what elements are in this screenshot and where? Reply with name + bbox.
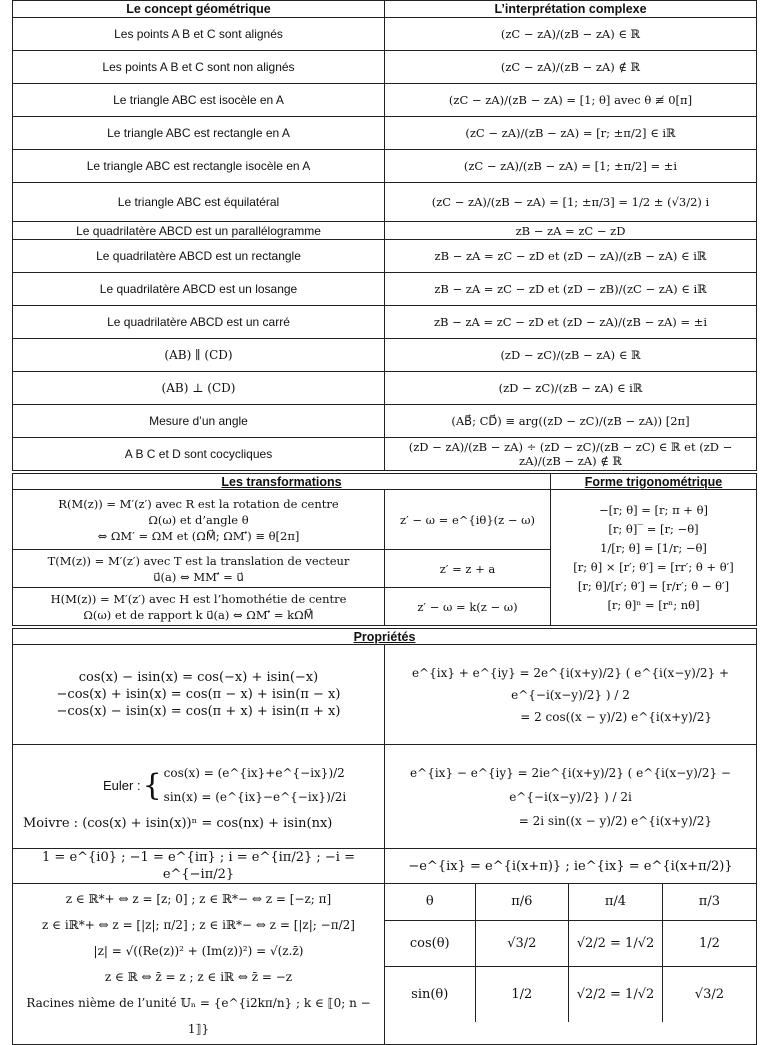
properties-table xyxy=(12,628,757,1045)
table-row xyxy=(13,117,757,150)
euler-block xyxy=(23,761,380,809)
row-concept: Le quadrilatère ABCD est un parallélogramme xyxy=(13,222,385,240)
row-formula: (zC − zA)/(zB − zA) ∈ ℝ xyxy=(385,18,757,51)
rotation-formula: z′ − ω = e^{iθ}(z − ω) xyxy=(385,490,551,550)
row-formula: (zD − zA)/(zB − zA) ÷ (zD − zC)/(zB − zC) ∈ ℝ et (zD − zA)/(zB − zA) ∉ ℝ xyxy=(385,438,757,471)
euler-formulas xyxy=(164,761,347,809)
euler-moivre xyxy=(13,745,385,849)
properties-header-row xyxy=(13,629,757,645)
cos-line: −cos(x) + isin(x) = cos(π − x) + isin(π − x) xyxy=(56,687,341,702)
sin-value: √2/2 = 1/√2 xyxy=(569,966,663,1022)
row-formula: (zC − zA)/(zB − zA) = [1; ±π/3] = 1/2 ± (√3/2) i xyxy=(385,183,757,222)
sin-label: sin(θ) xyxy=(385,966,475,1022)
table-row xyxy=(13,183,757,222)
cos-value: √2/2 = 1/√2 xyxy=(569,920,663,966)
cos-label: cos(θ) xyxy=(385,920,475,966)
row-concept: Le triangle ABC est isocèle en A xyxy=(13,84,385,117)
formula-sheet xyxy=(12,0,756,1036)
trig-form-title: Forme trigonométrique xyxy=(551,474,757,490)
sin-value: 1/2 xyxy=(475,966,569,1022)
left-line: z ∈ ℝ*+ ⇔ z = [z; 0] ; z ∈ ℝ*− ⇔ z = [−z; π] xyxy=(65,892,332,906)
row-concept: Les points A B et C sont non alignés xyxy=(13,51,385,84)
table-row xyxy=(13,84,757,117)
euler-label: Euler : xyxy=(103,777,141,793)
properties-row xyxy=(13,645,757,745)
desc-line: Ω(ω) et d’angle θ xyxy=(148,512,249,527)
cos-line: cos(x) − isin(x) = cos(−x) + isin(−x) xyxy=(78,670,319,685)
row-formula: zB − zA = zC − zD et (zD − zA)/(zB − zA) ∈ iℝ xyxy=(385,240,757,273)
desc-line: ⇔ ΩM′ = ΩM et (ΩM⃗; ΩM′⃗) ≡ θ[2π] xyxy=(97,528,300,543)
properties-row xyxy=(13,849,757,884)
table-row xyxy=(13,273,757,306)
table-row xyxy=(13,339,757,372)
row-concept: Le quadrilatère ABCD est un losange xyxy=(13,273,385,306)
header-right: L’interprétation complexe xyxy=(385,1,757,18)
brace-icon: { xyxy=(142,767,162,803)
trig-line: [r; θ]‾ = [r; −θ] xyxy=(608,521,699,536)
row-concept: Le quadrilatère ABCD est un carré xyxy=(13,306,385,339)
row-formula: zB − zA = zC − zD et (zD − zA)/(zB − zA) = ±i xyxy=(385,306,757,339)
cos-value: √3/2 xyxy=(475,920,569,966)
desc-line: u⃗(a) ⇔ MM′⃗ = u⃗ xyxy=(153,569,244,584)
sum-line-2: = 2 cos((x − y)/2) e^{i(x+y)/2} xyxy=(520,709,712,724)
table-row xyxy=(13,222,757,240)
trig-line: [r; θ]/[r′; θ′] = [r/r′; θ − θ′] xyxy=(577,578,730,593)
table-row xyxy=(13,18,757,51)
properties-row xyxy=(13,745,757,849)
table-row xyxy=(13,405,757,438)
desc-line: H(M(z)) = M′(z′) avec H est l’homothétie de centre xyxy=(50,591,347,606)
left-line: z ∈ ℝ ⇔ z̄ = z ; z ∈ iℝ ⇔ z̄ = −z xyxy=(104,970,293,984)
trig-header-row xyxy=(385,884,756,920)
transformations-header-row xyxy=(13,474,757,490)
homothety-desc xyxy=(13,588,385,626)
table-row xyxy=(13,372,757,405)
trig-values-cell xyxy=(385,884,757,1045)
desc-line: R(M(z)) = M′(z′) avec R est la rotation de centre xyxy=(58,496,339,511)
euler-cos: cos(x) = (e^{ix}+e^{−ix})/2 xyxy=(163,766,345,780)
cos-value: 1/2 xyxy=(662,920,756,966)
angle-header: π/6 xyxy=(475,884,569,920)
trig-line: [r; θ]ⁿ = [rⁿ; nθ] xyxy=(607,597,700,612)
rotation-desc xyxy=(13,490,385,550)
row-formula: zB − zA = zC − zD et (zD − zB)/(zC − zA) ∈ iℝ xyxy=(385,273,757,306)
row-formula: zB − zA = zC − zD xyxy=(385,222,757,240)
table-row xyxy=(13,51,757,84)
row-concept: Les points A B et C sont alignés xyxy=(13,18,385,51)
trig-line: 1/[r; θ] = [1/r; −θ] xyxy=(600,540,707,555)
row-concept: Le triangle ABC est rectangle isocèle en A xyxy=(13,150,385,183)
row-formula: (zC − zA)/(zB − zA) ∉ ℝ xyxy=(385,51,757,84)
modulus-argument-block xyxy=(13,884,385,1045)
row-concept: A B C et D sont cocycliques xyxy=(13,438,385,471)
row-concept: Le triangle ABC est équilatéral xyxy=(13,183,385,222)
trig-line: −[r; θ] = [r; π + θ] xyxy=(599,502,708,517)
moivre-line: Moivre : (cos(x) + isin(x))ⁿ = cos(nx) + isin(nx) xyxy=(23,816,333,831)
left-line: Racines nième de l’unité 𝕌ₙ = {e^{i2kπ/n} ; k ∈ ⟦0; n − 1⟧} xyxy=(26,996,371,1036)
row-concept: Le quadrilatère ABCD est un rectangle xyxy=(13,240,385,273)
left-line: z ∈ iℝ*+ ⇔ z = [|z|; π/2] ; z ∈ iℝ*− ⇔ z = [|z|; −π/2] xyxy=(42,918,355,932)
row-concept: (AB) ⊥ (CD) xyxy=(13,372,385,405)
table-row xyxy=(13,150,757,183)
row-formula: (zD − zC)/(zB − zA) ∈ iℝ xyxy=(385,372,757,405)
diff-exponentials xyxy=(385,745,757,849)
minus-e-identity: −e^{ix} = e^{i(x+π)} ; ie^{ix} = e^{i(x+π/2)} xyxy=(385,849,757,884)
table-row xyxy=(13,438,757,471)
row-concept: Mesure d’un angle xyxy=(13,405,385,438)
translation-formula: z′ = z + a xyxy=(385,550,551,588)
geometry-table xyxy=(12,0,757,471)
properties-row xyxy=(13,884,757,1045)
table-header-row xyxy=(13,1,757,18)
table-row xyxy=(13,306,757,339)
row-formula: (zD − zC)/(zB − zA) ∈ ℝ xyxy=(385,339,757,372)
sin-row xyxy=(385,966,756,1022)
trig-properties xyxy=(551,490,757,626)
left-line: |z| = √((Re(z))² + (Im(z))²) = √(z.z̄) xyxy=(93,944,304,958)
trig-line: [r; θ] × [r′; θ′] = [rr′; θ + θ′] xyxy=(573,559,734,574)
transformation-row xyxy=(13,490,757,550)
theta-header: θ xyxy=(385,884,475,920)
homothety-formula: z′ − ω = k(z − ω) xyxy=(385,588,551,626)
row-concept: Le triangle ABC est rectangle en A xyxy=(13,117,385,150)
cos-identities xyxy=(13,645,385,745)
angle-header: π/3 xyxy=(662,884,756,920)
desc-line: T(M(z)) = M′(z′) avec T est la translation de vecteur xyxy=(47,553,350,568)
row-formula: (zC − zA)/(zB − zA) = [1; θ] avec θ ≢ 0[π] xyxy=(385,84,757,117)
transformations-title: Les transformations xyxy=(13,474,551,490)
table-row xyxy=(13,240,757,273)
header-left: Le concept géométrique xyxy=(13,1,385,18)
cos-row xyxy=(385,920,756,966)
angle-header: π/4 xyxy=(569,884,663,920)
row-formula: (zC − zA)/(zB − zA) = [r; ±π/2] ∈ iℝ xyxy=(385,117,757,150)
cos-line: −cos(x) − isin(x) = cos(π + x) + isin(π + x) xyxy=(56,704,341,719)
properties-title: Propriétés xyxy=(13,629,757,645)
diff-line-2: = 2i sin((x − y)/2) e^{i(x+y)/2} xyxy=(518,813,712,828)
desc-line: Ω(ω) et de rapport k u⃗(a) ⇔ ΩM′⃗ = kΩM⃗ xyxy=(83,607,314,622)
sum-exponentials xyxy=(385,645,757,745)
transformations-table xyxy=(12,473,757,626)
trig-values-table xyxy=(385,884,756,1022)
translation-desc xyxy=(13,550,385,588)
sin-value: √3/2 xyxy=(662,966,756,1022)
special-values: 1 = e^{i0} ; −1 = e^{iπ} ; i = e^{iπ/2} ; −i = e^{−iπ/2} xyxy=(13,849,385,884)
diff-line-1: e^{ix} − e^{iy} = 2ie^{i(x+y)/2} ( e^{i(x−y)/2} − e^{−i(x−y)/2} ) / 2i xyxy=(410,765,731,804)
row-formula: (AB⃗; CD⃗) ≡ arg((zD − zC)/(zB − zA)) [2π] xyxy=(385,405,757,438)
euler-sin: sin(x) = (e^{ix}−e^{−ix})/2i xyxy=(163,790,347,804)
row-formula: (zC − zA)/(zB − zA) = [1; ±π/2] = ±i xyxy=(385,150,757,183)
sum-line-1: e^{ix} + e^{iy} = 2e^{i(x+y)/2} ( e^{i(x−y)/2} + e^{−i(x−y)/2} ) / 2 xyxy=(411,665,730,702)
row-concept: (AB) ∥ (CD) xyxy=(13,339,385,372)
